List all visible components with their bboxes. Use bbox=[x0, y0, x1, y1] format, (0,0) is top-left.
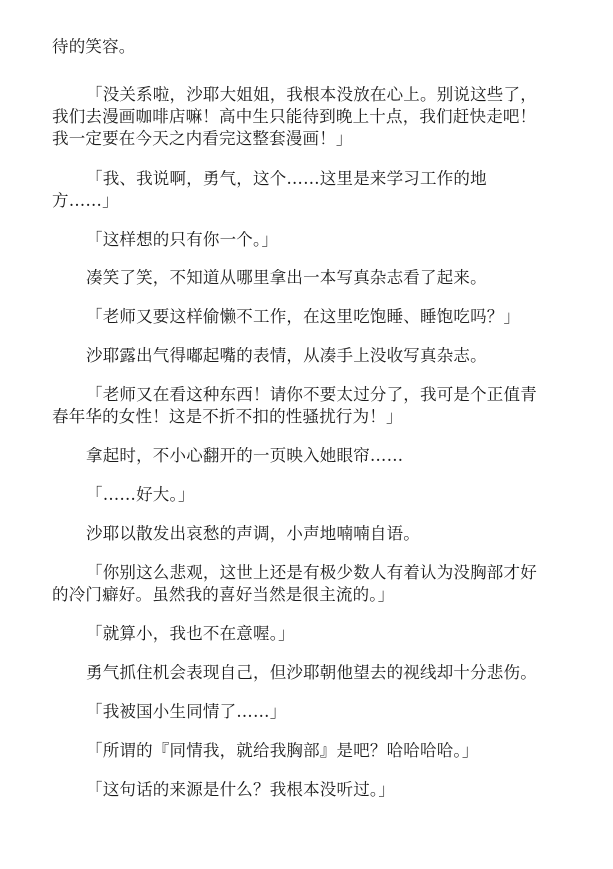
text-line: 「我被国小生同情了……」 bbox=[86, 702, 287, 721]
text-line: 拿起时，不小心翻开的一页映入她眼帘…… bbox=[86, 446, 404, 465]
text-line: 「就算小，我也不在意喔。」 bbox=[86, 624, 295, 643]
text-line: 「老师又在看这种东西！请你不要太过分了，我可是个正值青 bbox=[86, 385, 537, 404]
text-line: 「这句话的来源是什么？我根本没听过。」 bbox=[86, 780, 396, 799]
text-line: 凑笑了笑，不知道从哪里拿出一本写真杂志看了起来。 bbox=[86, 268, 487, 287]
text-line: 我们去漫画咖啡店嘛！高中生只能待到晚上十点，我们赶快走吧！ bbox=[52, 107, 537, 126]
text-line: 「我、我说啊，勇气，这个……这里是来学习工作的地 bbox=[86, 169, 487, 188]
text-line: 春年华的女性！这是不折不扣的性骚扰行为！」 bbox=[52, 407, 403, 426]
text-line: 勇气抓住机会表现自己，但沙耶朝他望去的视线却十分悲伤。 bbox=[86, 663, 537, 682]
text-line: 「老师又要这样偷懒不工作，在这里吃饱睡、睡饱吃吗？」 bbox=[86, 307, 521, 326]
text-line: 「……好大。」 bbox=[86, 485, 195, 504]
text-line: 「所谓的『同情我，就给我胸部』是吧？哈哈哈哈。」 bbox=[86, 741, 479, 760]
text-line: 沙耶露出气得嘟起嘴的表情，从凑手上没收写真杂志。 bbox=[86, 346, 487, 365]
text-line: 我一定要在今天之内看完这整套漫画！」 bbox=[52, 129, 353, 148]
text-line: 待的笑容。 bbox=[52, 37, 136, 56]
text-line: 的冷门癖好。虽然我的喜好当然是很主流的。」 bbox=[52, 585, 395, 604]
text-line: 方……」 bbox=[52, 191, 119, 210]
text-line: 「你别这么悲观，这世上还是有极少数人有着认为没胸部才好 bbox=[86, 563, 537, 582]
text-line: 沙耶以散发出哀愁的声调，小声地喃喃自语。 bbox=[86, 524, 420, 543]
text-line: 「没关系啦，沙耶大姐姐，我根本没放在心上。别说这些了， bbox=[86, 85, 537, 104]
text-line: 「这样想的只有你一个。」 bbox=[86, 230, 279, 249]
